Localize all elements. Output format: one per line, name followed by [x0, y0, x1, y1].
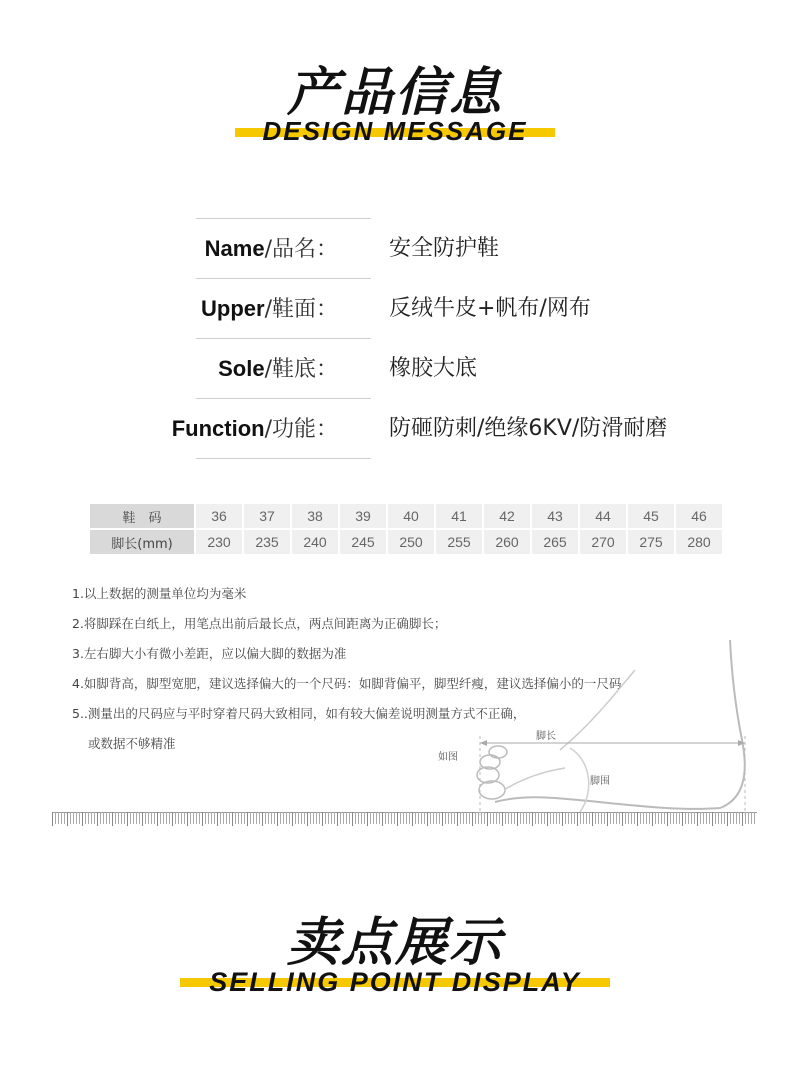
size-cell: 42 — [484, 504, 530, 528]
length-cell: 255 — [436, 530, 482, 554]
info-value: 防砸防刺/绝缘6KV/防滑耐磨 — [389, 416, 668, 441]
toe-shape — [489, 746, 507, 758]
length-cell: 275 — [628, 530, 674, 554]
size-cell: 41 — [436, 504, 482, 528]
figure-label-foot-girth: 脚围 — [590, 776, 610, 787]
figure-label-foot-length: 脚长 — [536, 731, 556, 742]
foot-outline — [495, 640, 745, 809]
size-header-cell: 鞋 码 — [90, 504, 194, 528]
length-row — [90, 530, 722, 554]
arrow-head — [480, 740, 487, 746]
length-cell: 260 — [484, 530, 530, 554]
size-chart-table — [88, 502, 724, 556]
section-title-product-info: 产品信息 — [286, 63, 503, 123]
info-value: 橡胶大底 — [389, 356, 478, 381]
subtitle-text: SELLING POINT DISPLAY — [209, 967, 581, 997]
info-value: 反绒牛皮+帆布/网布 — [389, 296, 591, 321]
info-row-function — [171, 399, 756, 459]
length-cell: 240 — [292, 530, 338, 554]
length-cell: 265 — [532, 530, 578, 554]
info-label: Upper/鞋面： — [201, 296, 338, 322]
size-row — [90, 504, 722, 528]
toe-shape — [479, 781, 505, 799]
length-cell: 235 — [244, 530, 290, 554]
size-cell: 46 — [676, 504, 722, 528]
divider — [196, 458, 371, 459]
size-cell: 39 — [340, 504, 386, 528]
size-cell: 43 — [532, 504, 578, 528]
foot-measurement-illustration — [440, 640, 760, 820]
note-item: 2.将脚踩在白纸上，用笔点出前后最长点，两点间距离为正确脚长； — [72, 616, 447, 631]
note-item: 5..测量出的尺码应与平时穿着尺码大致相同，如有较大偏差说明测量方式不正确， — [72, 706, 526, 721]
info-label: Function/功能： — [171, 416, 338, 442]
size-cell: 37 — [244, 504, 290, 528]
figure-label-as-shown: 如图 — [438, 752, 458, 763]
note-item: 或数据不够精准 — [88, 736, 176, 751]
section-subtitle-design-message — [0, 115, 790, 149]
info-row-upper — [196, 279, 756, 339]
length-cell: 230 — [196, 530, 242, 554]
info-label: Sole/鞋底： — [218, 356, 338, 382]
size-cell: 40 — [388, 504, 434, 528]
info-row-name — [196, 219, 756, 279]
ruler-ticks-major — [52, 812, 757, 826]
length-header-cell: 脚长(mm) — [90, 530, 194, 554]
note-item: 3.左右脚大小有微小差距，应以偏大脚的数据为准 — [72, 646, 347, 661]
size-cell: 45 — [628, 504, 674, 528]
note-item: 1.以上数据的测量单位均为毫米 — [72, 586, 247, 601]
section-title-selling-points: 卖点展示 — [286, 913, 503, 973]
size-cell: 36 — [196, 504, 242, 528]
size-cell: 44 — [580, 504, 626, 528]
girth-curve — [570, 748, 589, 812]
subtitle-text: DESIGN MESSAGE — [262, 116, 528, 146]
section-subtitle-selling-point-display — [0, 965, 790, 999]
length-cell: 280 — [676, 530, 722, 554]
length-cell: 250 — [388, 530, 434, 554]
instep-line — [560, 670, 635, 750]
note-item: 4.如脚背高，脚型宽肥，建议选择偏大的一个尺码：如脚背偏平，脚型纤瘦，建议选择偏小的一尺码 — [72, 676, 622, 691]
size-cell: 38 — [292, 504, 338, 528]
info-value: 安全防护鞋 — [389, 236, 500, 261]
info-label: Name/品名： — [204, 236, 338, 262]
info-row-sole — [196, 339, 756, 399]
length-cell: 270 — [580, 530, 626, 554]
toe-line — [504, 768, 565, 790]
length-cell: 245 — [340, 530, 386, 554]
